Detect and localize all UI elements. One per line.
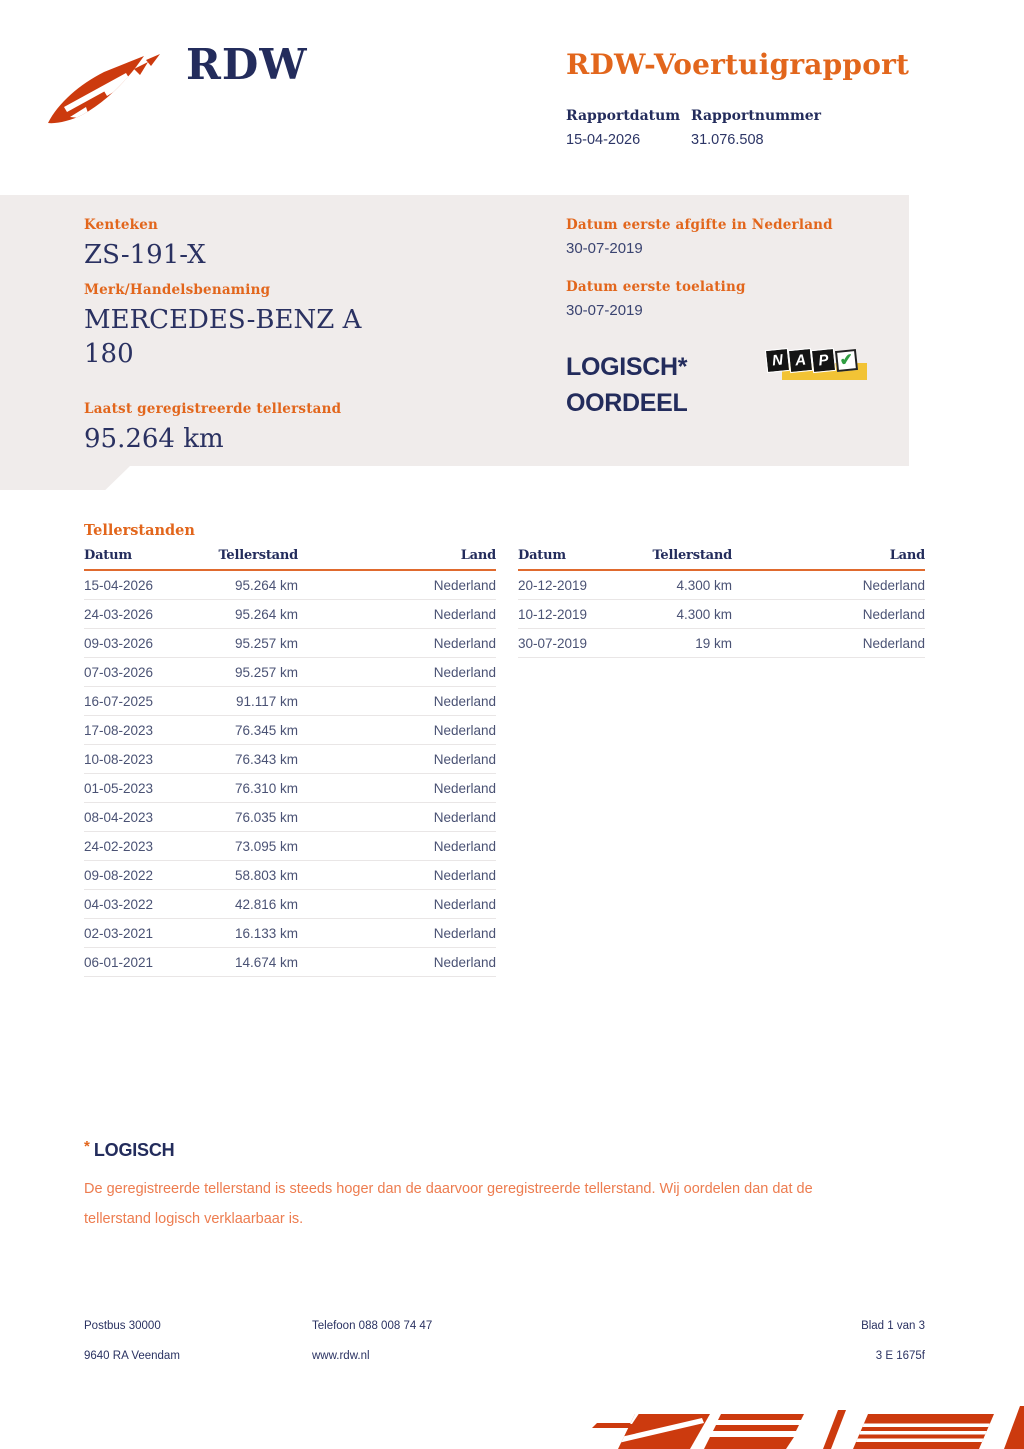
logisch-footnote [84,1140,884,1234]
cell-tellerstand: 58.803 km [214,861,298,890]
nap-letter-p: P [812,349,835,372]
cell-land: Nederland [298,948,496,977]
cell-tellerstand: 4.300 km [648,570,732,600]
cell-datum: 16-07-2025 [84,687,214,716]
cell-datum: 20-12-2019 [518,570,648,600]
nap-letter-a: A [789,349,812,372]
cell-land: Nederland [298,774,496,803]
tellerstand-value: 95.264 km [84,424,224,454]
nap-logo [767,350,867,390]
cell-tellerstand: 76.345 km [214,716,298,745]
report-date-label: Rapportdatum [566,108,681,124]
footer-page-info [861,1320,925,1362]
table-row [84,745,496,774]
table-row [518,600,925,629]
afgifte-value: 30-07-2019 [566,240,643,257]
report-number-label: Rapportnummer [691,108,822,124]
cell-datum: 24-02-2023 [84,832,214,861]
table-row [84,919,496,948]
cell-land: Nederland [298,890,496,919]
cell-datum: 07-03-2026 [84,658,214,687]
cell-land: Nederland [732,570,925,600]
oordeel-line1: LOGISCH* [566,353,688,381]
column-header-datum: Datum [518,548,648,570]
table-header-row [84,548,496,570]
report-meta [566,108,821,148]
cell-land: Nederland [298,832,496,861]
cell-tellerstand: 16.133 km [214,919,298,948]
cell-tellerstand: 95.264 km [214,570,298,600]
cell-tellerstand: 73.095 km [214,832,298,861]
column-header-datum: Datum [84,548,214,570]
cell-datum: 01-05-2023 [84,774,214,803]
table-row [84,716,496,745]
table-row [518,570,925,600]
table-row [84,687,496,716]
cell-land: Nederland [298,570,496,600]
table-row [84,948,496,977]
cell-land: Nederland [732,600,925,629]
cell-datum: 09-08-2022 [84,861,214,890]
table-row [84,832,496,861]
footer-city: 9640 RA Veendam [84,1350,180,1362]
toelating-value: 30-07-2019 [566,302,643,319]
table-row [84,774,496,803]
cell-datum: 06-01-2021 [84,948,214,977]
tellerstanden-section-title: Tellerstanden [84,522,195,539]
table-row [84,570,496,600]
vehicle-summary-box [0,195,909,466]
cell-datum: 15-04-2026 [84,570,214,600]
cell-tellerstand: 76.310 km [214,774,298,803]
column-header-land: Land [298,548,496,570]
cell-land: Nederland [732,629,925,658]
cell-tellerstand: 14.674 km [214,948,298,977]
cell-datum: 30-07-2019 [518,629,648,658]
cell-land: Nederland [298,803,496,832]
cell-datum: 10-08-2023 [84,745,214,774]
footnote-text: De geregistreerde tellerstand is steeds hoger dan de daarvoor geregistreerde tellerstand. Wij oordelen dan dat de tellerstand logisch verklaarbaar is. [84,1181,813,1227]
nap-letter-n: N [766,349,789,372]
report-number-value: 31.076.508 [691,132,764,148]
report-date-value: 15-04-2026 [566,132,641,148]
cell-tellerstand: 42.816 km [214,890,298,919]
cell-land: Nederland [298,919,496,948]
footer-phone: Telefoon 088 008 74 47 [312,1320,433,1332]
kenteken-label: Kenteken [84,217,159,233]
table-row [518,629,925,658]
cell-land: Nederland [298,861,496,890]
tellerstanden-table-right [518,548,925,658]
footer-doc-code: 3 E 1675f [875,1350,925,1362]
table-row [84,890,496,919]
footnote-title: LOGISCH [93,1140,175,1160]
table-row [84,600,496,629]
table-header-row [518,548,925,570]
column-header-tellerstand: Tellerstand [648,548,732,570]
cell-datum: 09-03-2026 [84,629,214,658]
table-row [84,803,496,832]
column-header-tellerstand: Tellerstand [214,548,298,570]
tellerstand-label: Laatst geregistreerde tellerstand [84,401,342,417]
footer-page-number: Blad 1 van 3 [861,1320,925,1332]
cell-land: Nederland [298,658,496,687]
cell-tellerstand: 91.117 km [214,687,298,716]
cell-tellerstand: 76.035 km [214,803,298,832]
oordeel-line2: OORDEEL [566,389,688,417]
footer-address [84,1320,180,1362]
rdw-wing-icon [46,50,174,130]
tellerstanden-table-left [84,548,496,977]
cell-datum: 10-12-2019 [518,600,648,629]
table-row [84,658,496,687]
merk-value: MERCEDES-BENZ A 180 [84,305,362,369]
footnote-asterisk: * [84,1138,90,1155]
column-header-land: Land [732,548,925,570]
merk-label: Merk/Handelsbenaming [84,282,271,298]
cell-land: Nederland [298,745,496,774]
cell-tellerstand: 76.343 km [214,745,298,774]
footer-website: www.rdw.nl [312,1350,370,1362]
footer-contact [312,1320,432,1362]
footer-postbus: Postbus 30000 [84,1320,161,1332]
footer-stripes-graphic [590,1392,1024,1449]
table-row [84,861,496,890]
table-row [84,629,496,658]
nap-checkmark-icon: ✔ [835,349,858,372]
cell-datum: 24-03-2026 [84,600,214,629]
kenteken-value: ZS-191-X [84,240,206,270]
cell-tellerstand: 4.300 km [648,600,732,629]
toelating-label: Datum eerste toelating [566,279,746,295]
cell-tellerstand: 19 km [648,629,732,658]
report-title: RDW-Voertuigrapport [566,48,910,81]
cell-land: Nederland [298,600,496,629]
rdw-logo-text: RDW [186,40,308,89]
cell-tellerstand: 95.264 km [214,600,298,629]
cell-tellerstand: 95.257 km [214,629,298,658]
afgifte-label: Datum eerste afgifte in Nederland [566,217,833,233]
cell-tellerstand: 95.257 km [214,658,298,687]
cell-datum: 08-04-2023 [84,803,214,832]
cell-datum: 02-03-2021 [84,919,214,948]
cell-datum: 17-08-2023 [84,716,214,745]
cell-datum: 04-03-2022 [84,890,214,919]
cell-land: Nederland [298,716,496,745]
cell-land: Nederland [298,687,496,716]
tellerstanden-tables [84,548,925,977]
cell-land: Nederland [298,629,496,658]
